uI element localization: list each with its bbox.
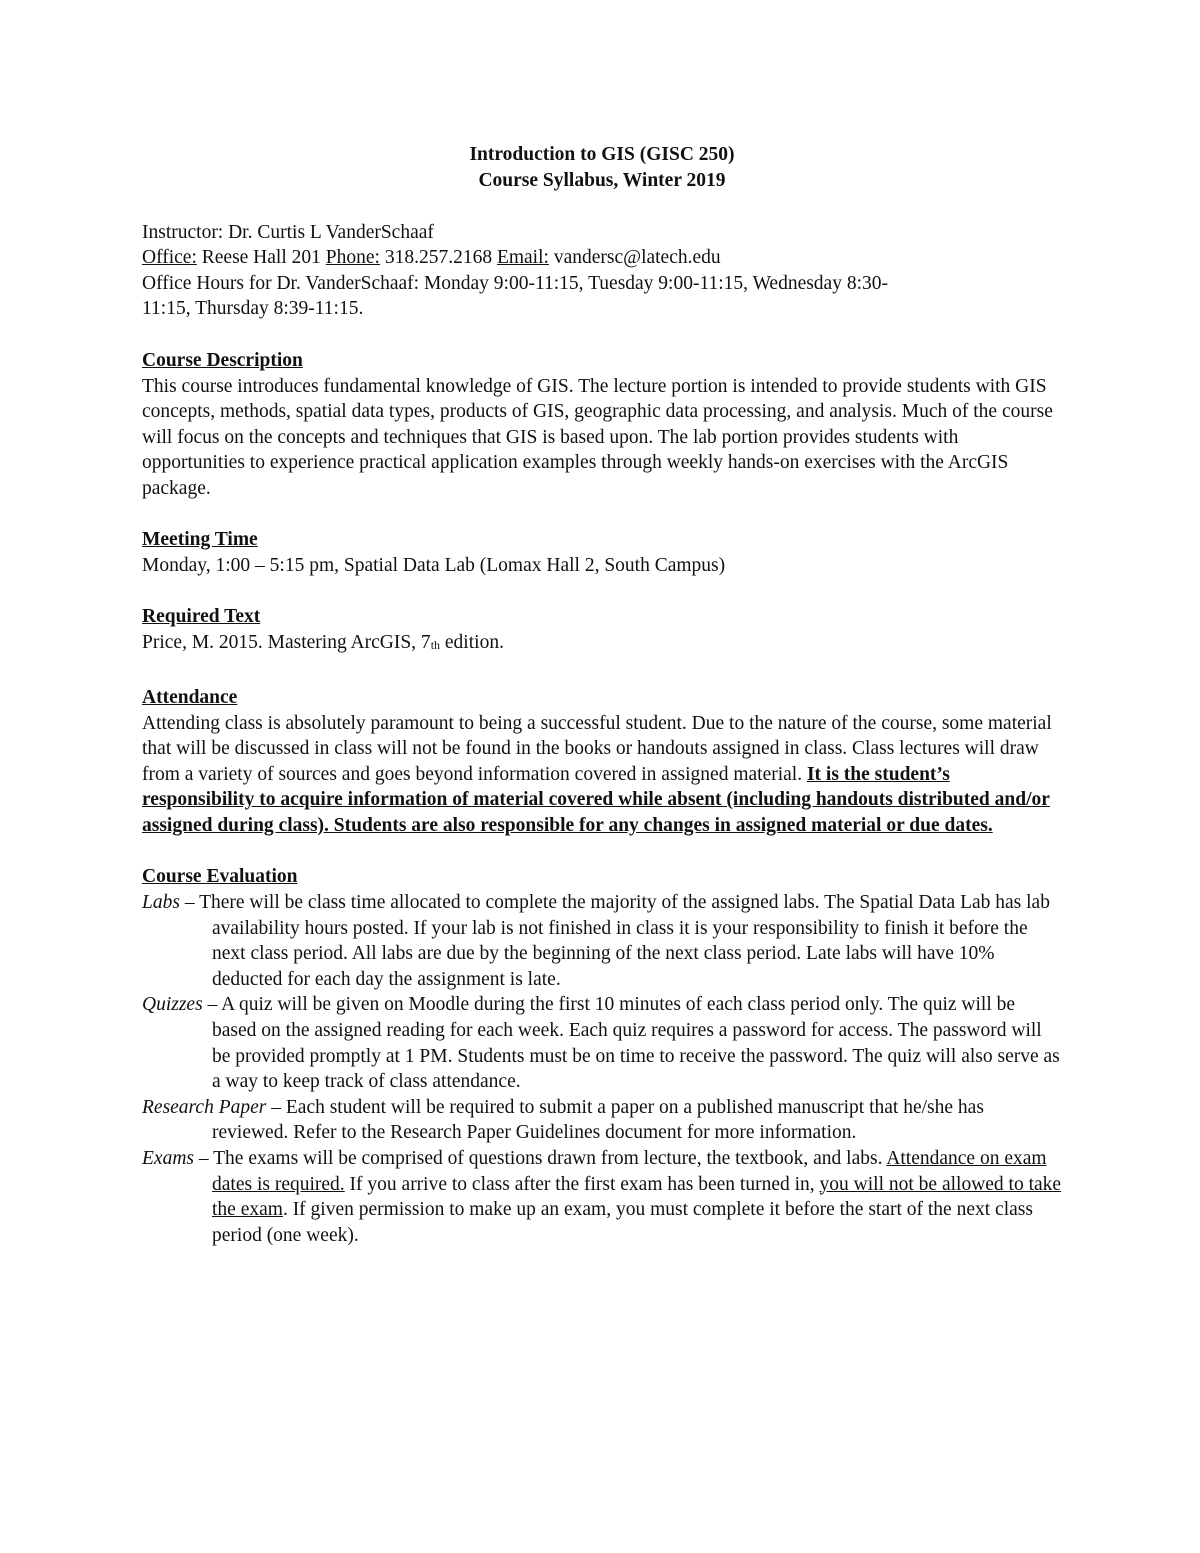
course-evaluation-heading: Course Evaluation <box>142 866 298 888</box>
course-description-text: This course introduces fundamental knowledge of GIS. The lecture portion is intended to provide students with GIS concepts, methods, spatial data types, products of GIS, geographic data processing, and analysis. Much of the course will focus on the concepts and techniques that GIS is based upon. The lab portion provides students with opportunities to experience practical application examples through weekly hands-on exercises with the ArcGIS package. <box>142 375 1053 499</box>
research-paper-text: – Each student will be required to submit a paper on a published manuscript that he/she has reviewed. Refer to the Research Paper Guidelines document for more information. <box>212 1096 984 1144</box>
exams-not-allowed-note: you will not be allowed to take the exam <box>212 1173 1062 1221</box>
syllabus-page <box>142 142 1062 1248</box>
attendance-heading: Attendance <box>142 686 238 708</box>
citation-main: Price, M. 2015. Mastering ArcGIS, 7 <box>142 632 431 654</box>
exams-text-3: . If given permission to make up an exam, you must complete it before the start of the next class period (one week). <box>212 1199 1033 1246</box>
office-hours-line-2: 11:15, Thursday 8:39-11:15. <box>142 298 364 320</box>
course-description-section <box>142 348 1062 502</box>
citation-tail: edition. <box>440 632 504 654</box>
office-label: Office: <box>142 247 197 269</box>
quizzes-label: Quizzes <box>142 994 203 1016</box>
office-value: Reese Hall 201 <box>196 247 326 269</box>
evaluation-item-labs <box>142 890 1062 992</box>
attendance-emphasis: It is the student’s responsibility to acquire information of material covered while absent (including handouts distributed and/or assigned during class). Students are also responsible for any changes in assigned material or due dates. <box>142 763 1050 836</box>
meeting-time-text: Monday, 1:00 – 5:15 pm, Spatial Data Lab (Lomax Hall 2, South Campus) <box>142 555 726 577</box>
required-text-heading: Required Text <box>142 606 261 628</box>
exams-label: Exams <box>142 1148 194 1169</box>
email-label: Email: <box>496 247 549 269</box>
exams-text-1: – The exams will be comprised of questions drawn from lecture, the textbook, and labs. <box>194 1148 887 1169</box>
phone-label: Phone: <box>325 247 380 269</box>
attendance-text <box>142 711 1062 839</box>
instructor-name: Instructor: Dr. Curtis L VanderSchaaf <box>142 221 434 243</box>
exams-required-note: Attendance on exam dates is required. <box>212 1148 1047 1195</box>
contact-line <box>142 245 1062 271</box>
page-subtitle: Course Syllabus, Winter 2019 <box>478 170 726 191</box>
email-value: vandersc@latech.edu <box>548 247 721 269</box>
quizzes-text: – A quiz will be given on Moodle during the first 10 minutes of each class period only. The quiz will be based on the assigned reading for each week. Each quiz requires a password for access. The password will be provided promptly at 1 PM. Students must be on time to receive the password. The quiz will also serve as a way to keep track of class attendance. <box>202 994 1060 1093</box>
meeting-time-heading: Meeting Time <box>142 529 258 551</box>
meeting-time-section <box>142 527 1062 579</box>
course-evaluation-section <box>142 864 1062 1248</box>
exams-text-2: If you arrive to class after the first exam has been turned in, <box>344 1173 820 1195</box>
phone-value: 318.257.2168 <box>379 247 497 269</box>
page-title: Introduction to GIS (GISC 250) <box>469 144 735 165</box>
required-text-citation <box>142 630 1062 659</box>
evaluation-item-exams <box>142 1146 1062 1248</box>
course-description-heading: Course Description <box>142 349 303 371</box>
labs-text: – There will be class time allocated to complete the majority of the assigned labs. The Spatial Data Lab has lab availability hours posted. If your lab is not finished in class it is your responsibility to finish it before the next class period. All labs are due by the beginning of the next class period. Late labs will have 10% deducted for each day the assignment is late. <box>179 892 1050 990</box>
attendance-section <box>142 685 1062 839</box>
labs-label: Labs <box>142 892 180 914</box>
research-paper-label: Research Paper <box>142 1096 267 1118</box>
evaluation-item-research-paper <box>142 1095 1062 1146</box>
office-hours-line-1: Office Hours for Dr. VanderSchaaf: Monday 9:00-11:15, Tuesday 9:00-11:15, Wednesday 8:30- <box>142 272 888 294</box>
edition-suffix: th <box>430 638 441 653</box>
instructor-block <box>142 220 1062 322</box>
evaluation-item-quizzes <box>142 992 1062 1094</box>
required-text-section <box>142 604 1062 659</box>
attendance-body: Attending class is absolutely paramount to being a successful student. Due to the nature of the course, some material that will be discussed in class will not be found in the books or handouts assigned in class. Class lectures will draw from a variety of sources and goes beyond information covered in assigned material. <box>142 712 1052 785</box>
